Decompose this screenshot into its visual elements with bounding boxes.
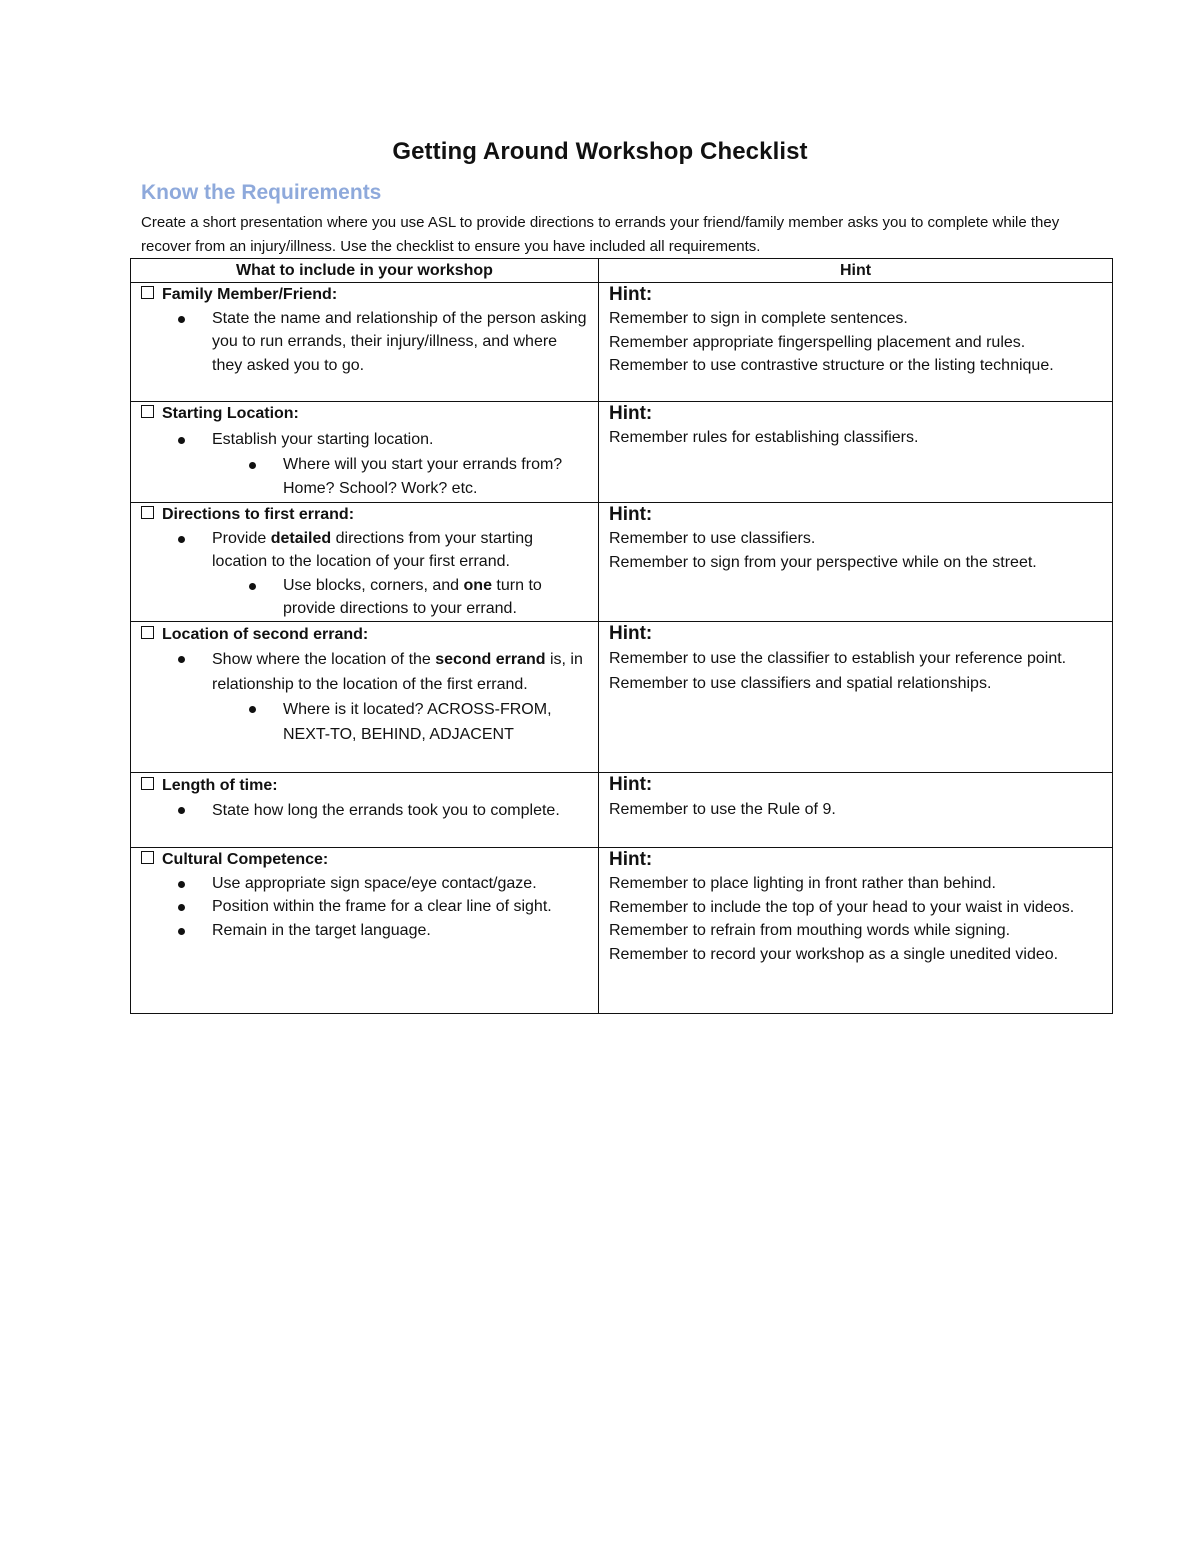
- hint-label: Hint:: [609, 403, 653, 424]
- hint-label: Hint:: [609, 504, 653, 525]
- list-item: Remain in the target language.: [141, 919, 588, 943]
- column-header-hint: Hint: [599, 259, 1113, 283]
- sub-list-item: Where is it located? ACROSS-FROM, NEXT-TO, BEHIND, ADJACENT: [141, 697, 588, 747]
- requirement-heading: [141, 848, 588, 872]
- hint-line: Remember to sign in complete sentences.: [609, 310, 908, 327]
- table-row: [131, 848, 1113, 1014]
- list-item-text: is, in relationship to the location of the first errand.: [212, 651, 583, 693]
- list-item-text: turn to provide directions to your errand.: [283, 576, 542, 617]
- table-row: [131, 503, 1113, 622]
- intro-paragraph: Create a short presentation where you use ASL to provide directions to errands your friend/family member asks you to complete while they recover from an injury/illness. Use the checklist to ensure you have included all requirements.: [141, 214, 1060, 255]
- checkbox-icon[interactable]: [141, 626, 154, 639]
- hint-line: Remember to use the classifier to establish your reference point.: [609, 650, 1067, 667]
- list-item: State the name and relationship of the person asking you to run errands, their injury/illness, and where they asked you to go.: [141, 307, 588, 378]
- requirement-heading: [141, 283, 588, 307]
- requirement-cell: [131, 283, 599, 402]
- checkbox-icon[interactable]: [141, 286, 154, 299]
- table-row: [131, 773, 1113, 848]
- table-row: [131, 402, 1113, 503]
- hint-label: Hint:: [609, 849, 653, 870]
- table-header-row: [131, 259, 1113, 283]
- list-item: Position within the frame for a clear line of sight.: [141, 895, 588, 919]
- sub-list-item: [141, 574, 588, 621]
- hint-label: Hint:: [609, 623, 653, 644]
- list-item: State how long the errands took you to complete.: [141, 798, 588, 823]
- requirement-cell: [131, 622, 599, 773]
- hint-line: Remember to use contrastive structure or the listing technique.: [609, 357, 1054, 374]
- list-item-text: Show where the location of the: [212, 651, 436, 668]
- hint-line: Remember to use the Rule of 9.: [609, 801, 836, 818]
- hint-cell: [599, 622, 1113, 773]
- list-item-text: Provide: [212, 529, 271, 547]
- requirement-heading-text: Location of second errand:: [162, 626, 369, 643]
- table-row: [131, 622, 1113, 773]
- page-title: Getting Around Workshop Checklist: [392, 138, 808, 165]
- requirement-heading-text: Length of time:: [162, 777, 278, 794]
- checkbox-icon[interactable]: [141, 777, 154, 790]
- hint-label: Hint:: [609, 284, 653, 305]
- hint-line: Remember to place lighting in front rather than behind.: [609, 875, 996, 892]
- requirement-heading-text: Directions to first errand:: [162, 506, 355, 523]
- hint-line: Remember appropriate fingerspelling placement and rules.: [609, 333, 1026, 351]
- requirement-cell: [131, 848, 599, 1014]
- requirement-heading: [141, 773, 588, 798]
- section-heading: Know the Requirements: [141, 181, 382, 204]
- hint-line: Remember to refrain from mouthing words while signing.: [609, 922, 1011, 939]
- list-item-text: Use blocks, corners, and: [283, 576, 464, 594]
- checkbox-icon[interactable]: [141, 851, 154, 864]
- hint-line: Remember to include the top of your head to your waist in videos.: [609, 898, 1075, 916]
- requirement-heading-text: Family Member/Friend:: [162, 286, 338, 303]
- hint-line: Remember to record your workshop as a single unedited video.: [609, 945, 1059, 963]
- sub-list-item: Where will you start your errands from? Home? School? Work? etc.: [141, 453, 588, 500]
- hint-line: Remember to use classifiers.: [609, 530, 816, 547]
- hint-cell: [599, 283, 1113, 402]
- hint-line: Remember to use classifiers and spatial relationships.: [609, 675, 992, 692]
- table-row: [131, 283, 1113, 402]
- hint-cell: [599, 503, 1113, 622]
- requirement-heading-text: Cultural Competence:: [162, 851, 329, 868]
- checklist-table: [130, 258, 1113, 1014]
- list-item: Establish your starting location.: [141, 428, 588, 452]
- list-item: [141, 527, 588, 574]
- list-item-text: directions from your starting location to the location of your first errand.: [212, 529, 534, 570]
- requirement-heading: [141, 503, 588, 527]
- list-item-emphasis: one: [463, 576, 492, 594]
- list-item: Use appropriate sign space/eye contact/gaze.: [141, 872, 588, 896]
- list-item-emphasis: detailed: [270, 529, 332, 547]
- hint-line: Remember rules for establishing classifiers.: [609, 429, 919, 446]
- requirement-cell: [131, 402, 599, 503]
- requirement-heading-text: Starting Location:: [162, 405, 299, 422]
- requirement-cell: [131, 503, 599, 622]
- hint-label: Hint:: [609, 774, 653, 795]
- requirement-heading: [141, 402, 588, 426]
- column-header-requirements: What to include in your workshop: [131, 259, 599, 283]
- hint-cell: [599, 773, 1113, 848]
- hint-cell: [599, 848, 1113, 1014]
- list-item-emphasis: second errand: [435, 651, 546, 668]
- checkbox-icon[interactable]: [141, 405, 154, 418]
- requirement-heading: [141, 622, 588, 647]
- hint-cell: [599, 402, 1113, 503]
- checkbox-icon[interactable]: [141, 506, 154, 519]
- hint-line: Remember to sign from your perspective while on the street.: [609, 553, 1037, 571]
- list-item: [141, 647, 588, 697]
- requirement-cell: [131, 773, 599, 848]
